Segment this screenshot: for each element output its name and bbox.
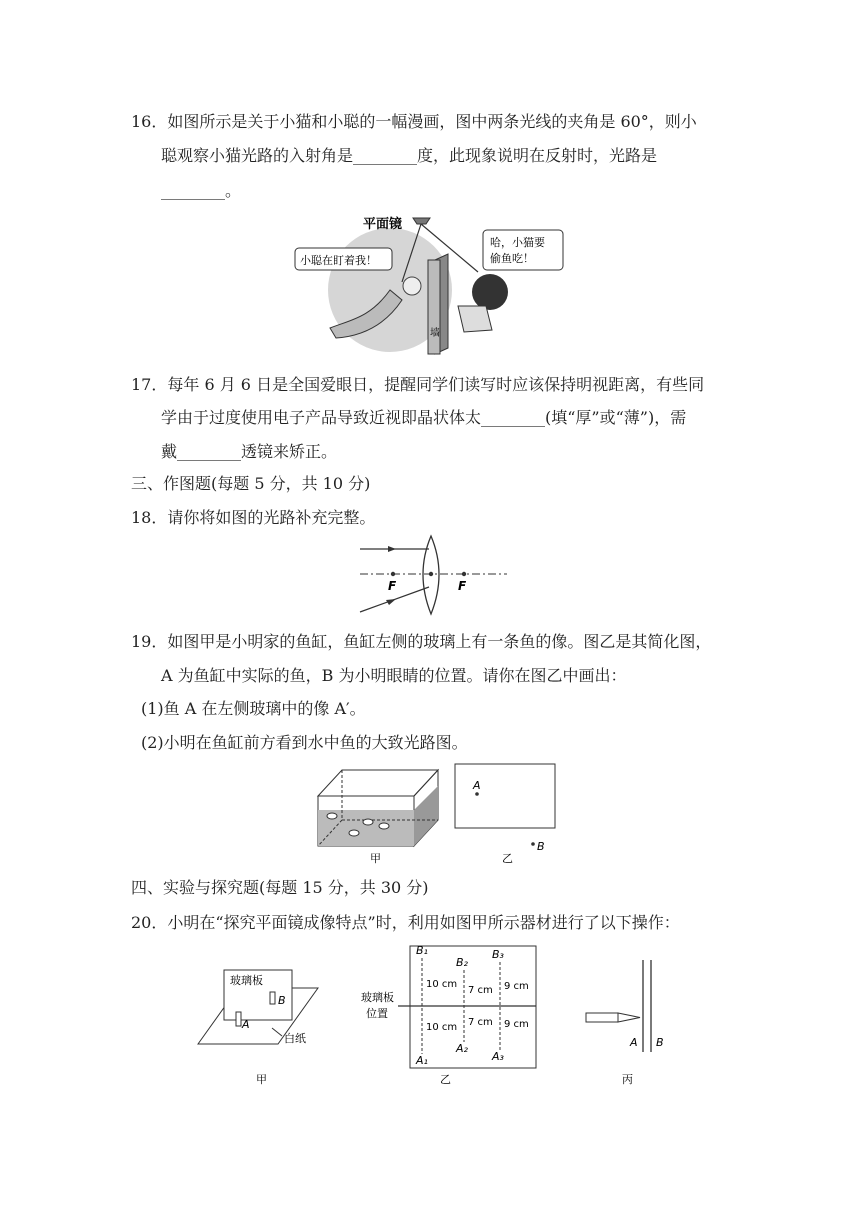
- optical-center: [429, 572, 433, 576]
- q20-line1: 20．小明在“探究平面镜成像特点”时，利用如图甲所示器材进行了以下操作：: [131, 913, 680, 932]
- q19-line4: (2)小明在鱼缸前方看到水中鱼的大致光路图。: [141, 733, 468, 752]
- q16-line3: ________。: [161, 181, 242, 200]
- point-a: [475, 792, 479, 796]
- candle-a-label: A: [242, 1018, 250, 1031]
- glass-position-label-2: 位置: [366, 1007, 388, 1020]
- fish: [363, 819, 373, 825]
- point-b: [531, 842, 535, 846]
- focus-right-label: F: [458, 579, 467, 593]
- q17-line2: 学由于过度使用电子产品导致近视即晶状体太________(填“厚”或“薄”)，需: [161, 408, 687, 427]
- boy-body: [458, 306, 492, 332]
- distance-b3: 9 cm: [504, 981, 529, 992]
- caption-yi: 乙: [502, 852, 513, 865]
- focus-left-point: [391, 572, 395, 576]
- candle-b: [270, 992, 275, 1004]
- a2-label: A₂: [456, 1042, 468, 1055]
- a1-label: A₁: [416, 1054, 428, 1067]
- record-sheet: [410, 946, 536, 1068]
- focal-ray-arrow: [386, 599, 396, 605]
- simplified-diagram-box: [455, 764, 555, 828]
- tank-top: [318, 770, 438, 796]
- q17-line1: 17．每年 6 月 6 日是全国爱眼日，提醒同学们读写时应该保持明视距离，有些同: [131, 375, 705, 394]
- point-a-label: A: [473, 779, 481, 792]
- q18-line1: 18．请你将如图的光路补充完整。: [131, 508, 376, 527]
- distance-b1: 10 cm: [426, 979, 458, 990]
- fish: [379, 823, 389, 829]
- caption-jia: 甲: [370, 852, 381, 865]
- face-b-label: B: [656, 1036, 664, 1049]
- wall: [428, 260, 440, 354]
- q18-lens-figure: [352, 532, 512, 618]
- focus-left-label: F: [388, 579, 397, 593]
- pencil-body: [586, 1013, 618, 1022]
- q17-line3: 戴________透镜来矫正。: [161, 442, 338, 461]
- plane-mirror: [413, 218, 430, 224]
- point-b-label: B: [537, 840, 545, 853]
- b2-label: B₂: [456, 956, 468, 969]
- mirror-label: 平面镜: [363, 217, 403, 232]
- q19-fish-tank-figure: [310, 758, 570, 868]
- q19-line2: A 为鱼缸中实际的鱼，B 为小明眼睛的位置。请你在图乙中画出：: [161, 666, 627, 685]
- glass-position-label-1: 玻璃板: [361, 991, 394, 1004]
- bubble-left-text: 小聪在盯着我！: [300, 254, 377, 267]
- focus-right-point: [462, 572, 466, 576]
- q19-line3: (1)鱼 A 在左侧玻璃中的像 A′。: [141, 699, 366, 718]
- caption-bing: 丙: [622, 1073, 633, 1086]
- caption-jia: 甲: [256, 1073, 267, 1086]
- tank-water-side: [414, 786, 438, 846]
- q16-line1: 16．如图所示是关于小猫和小聪的一幅漫画，图中两条光线的夹角是 60°，则小: [131, 112, 697, 131]
- fish-image: [327, 813, 337, 819]
- glass-label: 玻璃板: [230, 974, 263, 987]
- b1-label: B₁: [416, 944, 428, 957]
- candle-b-label: B: [278, 994, 286, 1007]
- face-a-label: A: [630, 1036, 638, 1049]
- distance-a1: 10 cm: [426, 1022, 458, 1033]
- distance-a2: 7 cm: [468, 1017, 493, 1028]
- boy-head: [472, 274, 508, 310]
- b3-label: B₃: [492, 948, 504, 961]
- pencil-tip: [618, 1013, 640, 1022]
- q16-line2: 聪观察小猫光路的入射角是________度，此现象说明在反射时，光路是: [161, 146, 658, 165]
- caption-yi: 乙: [440, 1073, 451, 1086]
- fish: [349, 830, 359, 836]
- a3-label: A₃: [492, 1050, 504, 1063]
- section-4-heading: 四、实验与探究题(每题 15 分，共 30 分): [131, 878, 429, 897]
- paper-label: 白纸: [284, 1032, 306, 1045]
- fish-bowl: [403, 277, 421, 295]
- q19-line1: 19．如图甲是小明家的鱼缸，鱼缸左侧的玻璃上有一条鱼的像。图乙是其简化图，: [131, 632, 712, 651]
- wall-label: 墙: [430, 328, 440, 339]
- section-3-heading: 三、作图题(每题 5 分，共 10 分): [131, 474, 371, 493]
- q20-experiment-figure: [190, 940, 680, 1090]
- distance-b2: 7 cm: [468, 985, 493, 996]
- bubble-right-line1: 哈，小猫要: [490, 236, 545, 249]
- bubble-right-line2: 偷鱼吃！: [490, 252, 534, 265]
- parallel-ray-arrow: [388, 546, 396, 552]
- candle-a: [236, 1012, 241, 1026]
- distance-a3: 9 cm: [504, 1019, 529, 1030]
- q16-cartoon-figure: [290, 210, 580, 360]
